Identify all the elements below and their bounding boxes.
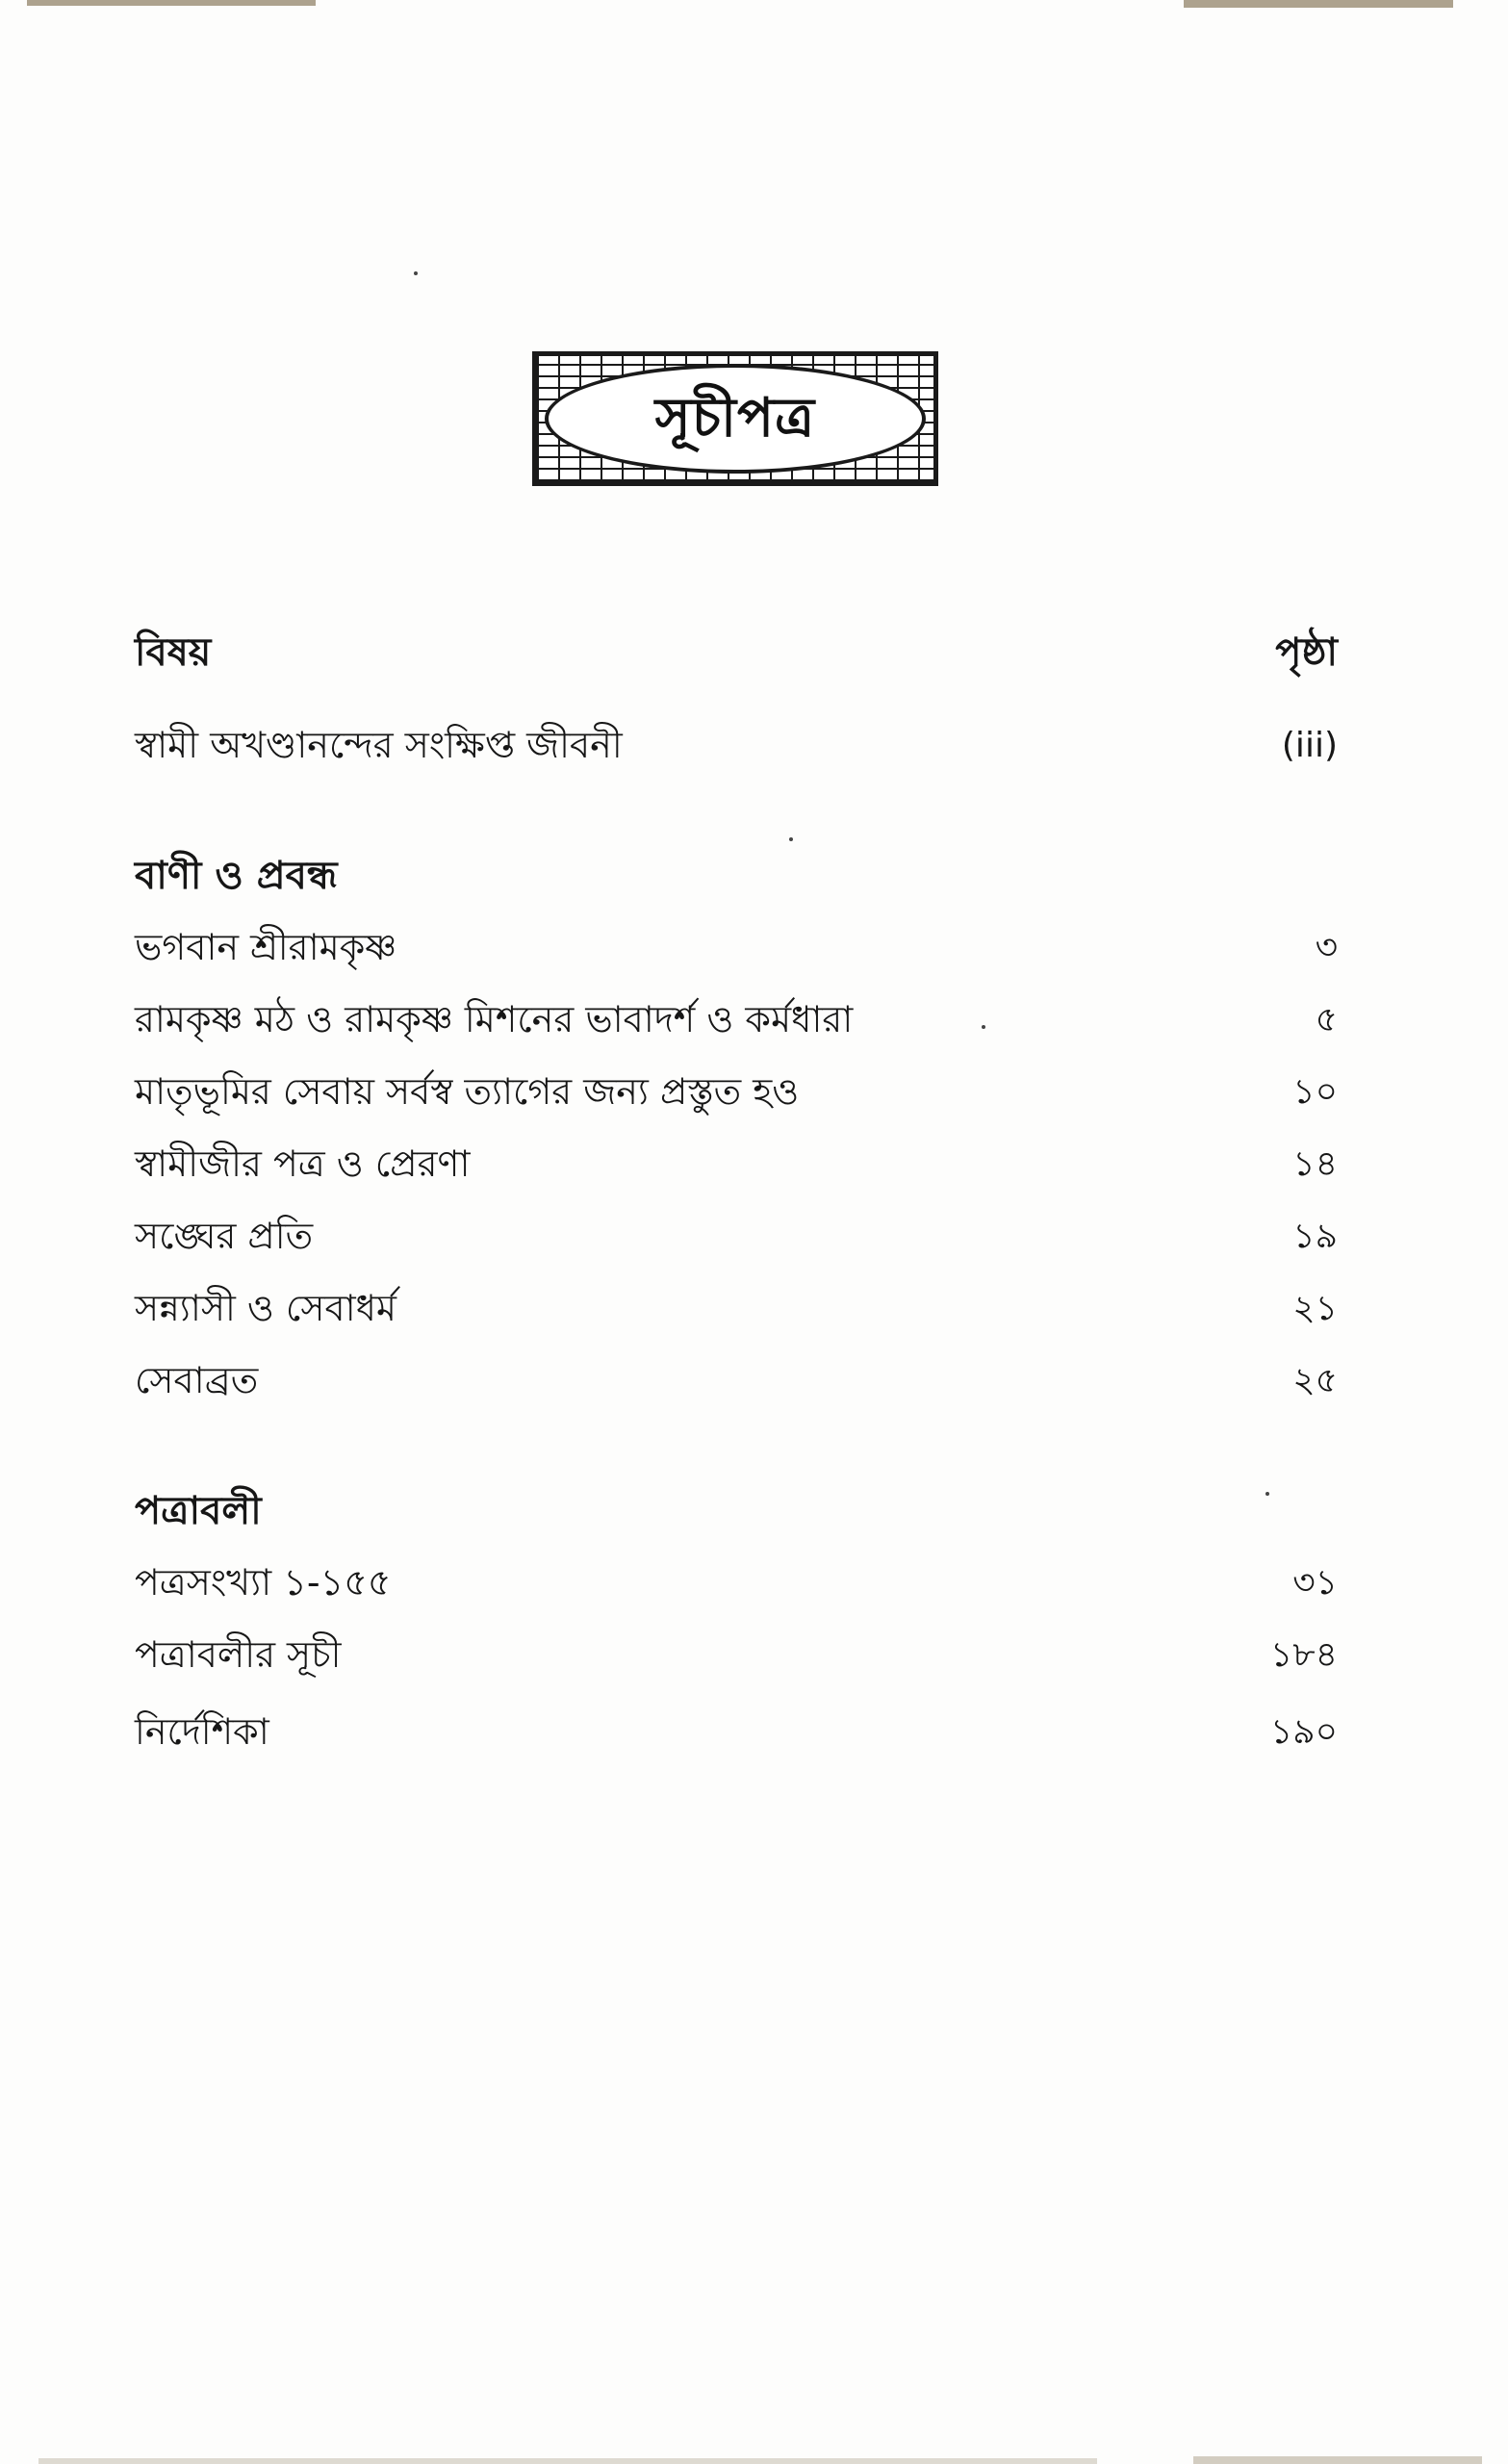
toc-entry-label: স্বামী অখণ্ডানন্দের সংক্ষিপ্ত জীবনী	[135, 724, 623, 767]
toc-entry[interactable]	[135, 1352, 1338, 1410]
subject-column-header: বিষয়	[135, 630, 212, 675]
toc-entry[interactable]	[135, 1554, 1338, 1612]
toc-entry-page: (iii)	[1281, 726, 1338, 766]
column-headers	[135, 624, 1338, 681]
toc-entry-page: ৩	[1315, 928, 1338, 968]
toc-entry-label: পত্রসংখ্যা ১-১৫৫	[135, 1561, 392, 1604]
title-cartouche	[532, 351, 938, 486]
toc-entry-label: পত্রাবলীর সূচী	[135, 1633, 342, 1677]
toc-entry[interactable]	[135, 1064, 1338, 1121]
toc-entry-label: সঙ্ঘের প্রতি	[135, 1215, 314, 1258]
toc-entry-page: ৩১	[1292, 1563, 1338, 1604]
toc-entry-label: নির্দেশিকা	[135, 1710, 269, 1754]
scan-speck	[1265, 1492, 1269, 1496]
section-heading-label: বাণী ও প্রবন্ধ	[135, 854, 338, 898]
toc-entry-label: সন্ন্যাসী ও সেবাধর্ম	[135, 1287, 397, 1330]
toc-entry-page: ১৯	[1292, 1217, 1338, 1257]
section-heading-label: পত্রাবলী	[135, 1489, 262, 1533]
toc-entry-label: ভগবান শ্রীরামকৃষ্ণ	[135, 926, 397, 969]
toc-entry-page: ২৫	[1292, 1361, 1338, 1401]
toc-entry-label: সেবাব্রত	[135, 1359, 259, 1402]
toc-entry-page: ৫	[1315, 1000, 1338, 1040]
title-oval	[545, 364, 926, 474]
toc-entry-label: স্বামীজীর পত্র ও প্রেরণা	[135, 1142, 471, 1186]
toc-entry-intro[interactable]	[135, 717, 1338, 775]
toc-entry-page: ২১	[1292, 1289, 1338, 1329]
toc-entry-label: মাতৃভূমির সেবায় সর্বস্ব ত্যাগের জন্য প্রস্তুত হও	[135, 1070, 800, 1114]
page-column-header: পৃষ্ঠা	[1275, 630, 1338, 675]
scan-speck	[982, 1025, 985, 1029]
toc-entry-label: রামকৃষ্ণ মঠ ও রামকৃষ্ণ মিশনের ভাবাদর্শ ও কর্মধারা	[135, 998, 854, 1041]
toc-entry-page: ১৪	[1292, 1144, 1338, 1185]
section-heading	[135, 847, 1338, 905]
scan-speck	[789, 837, 793, 841]
section-heading	[135, 1482, 1338, 1540]
scan-edge	[38, 2458, 1097, 2464]
toc-entry[interactable]	[135, 1136, 1338, 1194]
scan-speck	[414, 271, 418, 275]
toc-entry[interactable]	[135, 1280, 1338, 1338]
scan-edge	[1184, 0, 1453, 8]
toc-entry-page: ১০	[1292, 1072, 1338, 1113]
toc-entry[interactable]	[135, 1627, 1338, 1684]
toc-entry-page: ১৯০	[1269, 1712, 1338, 1753]
toc-entry[interactable]	[135, 1704, 1338, 1761]
scan-edge	[1193, 2456, 1482, 2464]
toc-entry[interactable]	[135, 991, 1338, 1049]
page-title: সূচীপত্র	[654, 387, 816, 449]
toc-entry-page: ১৮৪	[1269, 1635, 1338, 1676]
toc-entry[interactable]	[135, 1208, 1338, 1266]
toc-entry[interactable]	[135, 919, 1338, 977]
scan-edge	[27, 0, 316, 6]
